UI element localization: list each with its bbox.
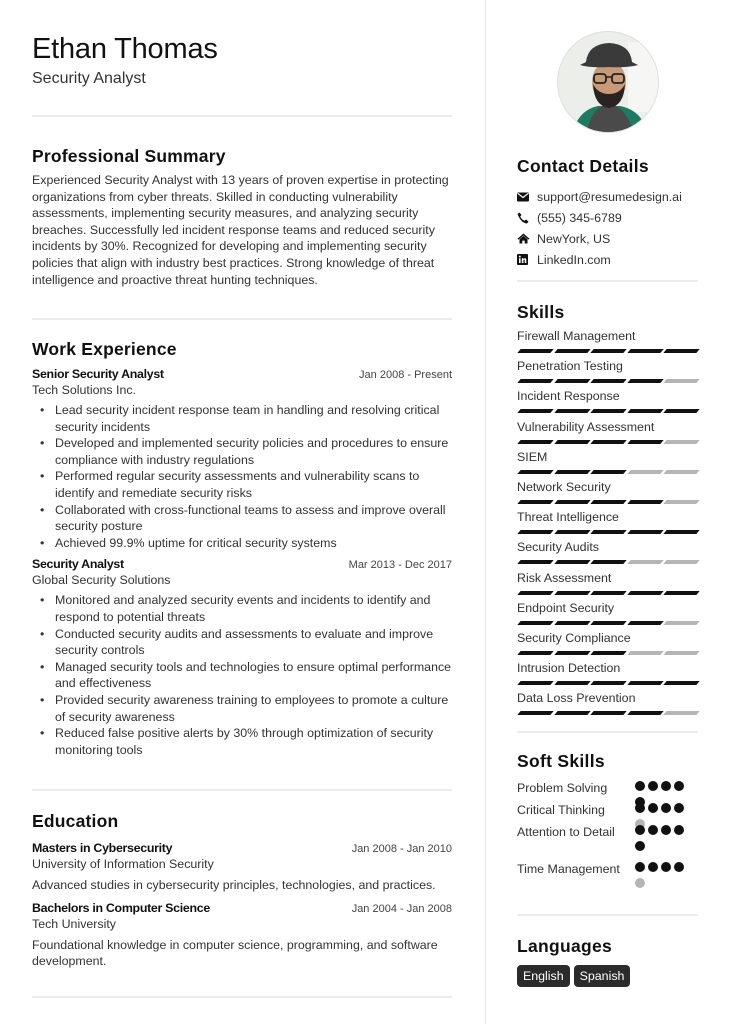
level-segment-empty [664, 711, 700, 715]
rating-dot-filled [674, 781, 684, 791]
level-segment-filled [554, 409, 590, 413]
skill-name: Endpoint Security [517, 600, 615, 615]
soft-skill-name: Attention to Detail [517, 825, 615, 839]
skill-item [517, 329, 698, 359]
bullet-item: • Collaborated with cross-functional teams to assess and improve overall security posture [40, 502, 452, 535]
skill-level-bar [517, 409, 698, 413]
rating-dot-filled [635, 781, 645, 791]
rating-dot-filled [661, 862, 671, 872]
level-segment-filled [554, 681, 590, 685]
level-segment-filled [627, 591, 663, 595]
skill-item [517, 601, 698, 631]
phone-icon [517, 212, 537, 224]
level-segment-filled [517, 440, 553, 444]
main-column [32, 0, 452, 998]
school: Tech University [32, 916, 117, 931]
soft-skill-item [517, 802, 698, 824]
education-entry [32, 840, 452, 894]
school: University of Information Security [32, 857, 214, 871]
level-segment-empty [664, 440, 700, 444]
soft-skill-item [517, 824, 698, 861]
email-text: support@resumedesign.ai [537, 189, 682, 204]
level-segment-filled [591, 621, 627, 625]
skill-item [517, 691, 698, 721]
level-segment-filled [627, 349, 663, 353]
level-segment-empty [664, 560, 700, 564]
skill-level-bar [517, 530, 698, 534]
level-segment-filled [591, 591, 627, 595]
rating-dot-filled [648, 862, 658, 872]
skill-level-bar [517, 349, 698, 353]
skill-name: Security Compliance [517, 630, 631, 645]
section-heading: Work Experience [32, 339, 177, 359]
education-section [32, 791, 452, 998]
level-segment-empty [627, 560, 663, 564]
skill-name: Intrusion Detection [517, 661, 621, 676]
resume-header [32, 0, 452, 117]
level-segment-filled [591, 530, 627, 534]
contact-location [517, 228, 698, 249]
skill-level-bar [517, 500, 698, 504]
level-segment-filled [517, 681, 553, 685]
level-segment-empty [664, 500, 700, 504]
rating-dot-filled [661, 825, 671, 835]
level-segment-filled [591, 349, 627, 353]
level-segment-empty [664, 621, 700, 625]
rating-dot-filled [648, 781, 658, 791]
level-segment-filled [517, 651, 553, 655]
bullet-item: • Developed and implemented security policies and procedures to ensure compliance with industry regulations [40, 435, 452, 468]
skill-level-bar [517, 681, 698, 685]
rating-dot-empty [635, 878, 645, 888]
level-segment-filled [517, 500, 553, 504]
skill-level-bar [517, 440, 698, 444]
level-segment-filled [627, 379, 663, 383]
level-segment-filled [664, 681, 700, 685]
level-segment-filled [517, 349, 553, 353]
level-segment-filled [554, 651, 590, 655]
profile-photo [557, 31, 659, 133]
job-role: Senior Security Analyst [32, 367, 164, 381]
skill-name: SIEM [517, 449, 548, 464]
languages-section [517, 916, 698, 987]
level-segment-filled [627, 621, 663, 625]
level-segment-filled [517, 530, 553, 534]
profile-photo-illustration [558, 32, 659, 133]
level-segment-empty [664, 379, 700, 383]
bullet-item: • Managed security tools and technologies to ensure optimal performance and effectiveness [40, 659, 452, 692]
sidebar [517, 0, 698, 987]
language-chip: Spanish [574, 965, 631, 987]
level-segment-filled [591, 500, 627, 504]
location-text: NewYork, US [537, 231, 611, 246]
level-segment-filled [517, 591, 553, 595]
level-segment-empty [664, 470, 700, 474]
level-segment-filled [627, 409, 663, 413]
level-segment-filled [591, 681, 627, 685]
rating-dot-filled [674, 825, 684, 835]
level-segment-filled [554, 500, 590, 504]
education-description: Advanced studies in cybersecurity principles, technologies, and practices. [32, 878, 436, 892]
level-segment-filled [627, 681, 663, 685]
job-bullets [32, 592, 452, 758]
section-heading: Education [32, 811, 119, 831]
soft-skill-item [517, 861, 698, 883]
rating-dot-filled [674, 862, 684, 872]
level-segment-filled [627, 440, 663, 444]
soft-skill-name: Problem Solving [517, 781, 608, 795]
skill-name: Security Audits [517, 540, 599, 555]
job-role: Security Analyst [32, 557, 124, 572]
soft-skill-name: Critical Thinking [517, 803, 605, 817]
bullet-item: • Reduced false positive alerts by 30% through optimization of security monitoring tools [40, 725, 452, 758]
level-segment-filled [627, 711, 663, 715]
bullet-item: • Monitored and analyzed security events and incidents to identify and respond to potential threats [40, 592, 452, 625]
bullet-item: • Lead security incident response team in handling and resolving critical security incidents [40, 402, 452, 435]
work-experience-section [32, 320, 452, 791]
section-heading: Soft Skills [517, 751, 605, 771]
soft-skill-rating [635, 824, 695, 846]
job-entry [32, 366, 452, 551]
linkedin-text: LinkedIn.com [537, 252, 611, 267]
section-heading: Professional Summary [32, 146, 226, 166]
skill-item [517, 571, 698, 601]
job-company: Global Security Solutions [32, 573, 171, 588]
level-segment-empty [627, 470, 663, 474]
job-company: Tech Solutions Inc. [32, 383, 137, 397]
rating-dot-filled [635, 803, 645, 813]
phone-text: (555) 345-6789 [537, 210, 622, 225]
rating-dot-filled [674, 803, 684, 813]
skill-level-bar [517, 379, 698, 383]
soft-skill-item [517, 780, 698, 802]
skill-name: Risk Assessment [517, 570, 612, 585]
rating-dot-filled [635, 862, 645, 872]
level-segment-filled [517, 711, 553, 715]
skill-item [517, 389, 698, 419]
level-segment-filled [591, 379, 627, 383]
bullet-item: • Provided security awareness training to employees to promote a culture of security awareness [40, 692, 452, 725]
soft-skills-section [517, 733, 698, 916]
skill-level-bar [517, 560, 698, 564]
education-description: Foundational knowledge in computer science, programming, and software development. [32, 937, 438, 969]
skill-name: Data Loss Prevention [517, 691, 636, 706]
skill-level-bar [517, 711, 698, 715]
section-heading: Contact Details [517, 156, 649, 176]
level-segment-filled [517, 621, 553, 625]
level-segment-filled [664, 530, 700, 534]
contact-phone[interactable] [517, 207, 698, 228]
level-segment-filled [591, 470, 627, 474]
skill-name: Threat Intelligence [517, 510, 619, 525]
job-bullets [32, 402, 452, 551]
education-dates: Jan 2008 - Jan 2010 [351, 843, 452, 855]
home-icon [517, 233, 537, 244]
level-segment-filled [554, 349, 590, 353]
skill-item [517, 540, 698, 570]
skill-item [517, 510, 698, 540]
section-heading: Languages [517, 936, 613, 956]
level-segment-filled [554, 591, 590, 595]
rating-dot-filled [661, 803, 671, 813]
contact-linkedin[interactable] [517, 249, 698, 270]
skill-name: Network Security [517, 479, 611, 494]
skill-level-bar [517, 651, 698, 655]
level-segment-filled [591, 409, 627, 413]
skill-item [517, 359, 698, 389]
job-entry [32, 556, 452, 758]
level-segment-filled [627, 500, 663, 504]
job-dates: Jan 2008 - Present [359, 369, 452, 381]
level-segment-filled [517, 379, 553, 383]
skill-level-bar [517, 621, 698, 625]
level-segment-filled [591, 711, 627, 715]
skill-name: Penetration Testing [517, 359, 623, 374]
level-segment-filled [664, 409, 700, 413]
column-divider [485, 0, 486, 1024]
education-entry [32, 900, 452, 970]
skills-list [517, 329, 698, 721]
level-segment-filled [627, 530, 663, 534]
skill-item [517, 450, 698, 480]
degree: Bachelors in Computer Science [32, 900, 210, 915]
candidate-title: Security Analyst [32, 70, 146, 87]
soft-skill-rating [635, 802, 695, 824]
bullet-item: • Performed regular security assessments and vulnerability scans to identify and remediate security risks [40, 468, 452, 501]
skills-section [517, 282, 698, 733]
level-segment-filled [591, 440, 627, 444]
skill-item [517, 480, 698, 510]
soft-skill-rating [635, 780, 695, 802]
skill-level-bar [517, 591, 698, 595]
level-segment-filled [554, 560, 590, 564]
level-segment-filled [591, 560, 627, 564]
skill-name: Incident Response [517, 389, 620, 404]
contact-details-section [517, 145, 698, 282]
photo-container [517, 0, 698, 145]
degree: Masters in Cybersecurity [32, 841, 173, 855]
rating-dot-filled [635, 841, 645, 851]
level-segment-filled [554, 440, 590, 444]
job-dates: Mar 2013 - Dec 2017 [348, 559, 452, 572]
level-segment-empty [664, 651, 700, 655]
level-segment-filled [517, 560, 553, 564]
soft-skills-list [517, 780, 698, 883]
level-segment-filled [517, 470, 553, 474]
level-segment-filled [664, 591, 700, 595]
soft-skill-rating [635, 861, 695, 883]
skill-level-bar [517, 470, 698, 474]
bullet-item: • Conducted security audits and assessments to evaluate and improve security controls [40, 626, 452, 659]
level-segment-filled [664, 349, 700, 353]
bullet-item: • Achieved 99.9% uptime for critical security systems [40, 535, 452, 552]
level-segment-filled [554, 621, 590, 625]
rating-dot-filled [648, 825, 658, 835]
level-segment-filled [554, 470, 590, 474]
skill-name: Vulnerability Assessment [517, 419, 655, 434]
envelope-icon [517, 192, 537, 202]
language-chips [517, 965, 698, 987]
skill-item [517, 420, 698, 450]
contact-email[interactable] [517, 186, 698, 207]
rating-dot-filled [661, 781, 671, 791]
candidate-name: Ethan Thomas [32, 33, 218, 65]
summary-text: Experienced Security Analyst with 13 years of proven expertise in protecting organizations from cyber threats. Skilled in conducting vulnerability assessments, implementing security measures, and analyzing security breaches. Successfully led incident response teams and reduced security incidents by 30%. Recognized for developing and implementing security policies that align with industry best practices. Strong knowledge of threat intelligence and proactive threat hunting techniques. [32, 173, 449, 287]
level-segment-empty [627, 651, 663, 655]
linkedin-icon [517, 254, 537, 265]
rating-dot-filled [648, 803, 658, 813]
level-segment-filled [554, 379, 590, 383]
skill-item [517, 631, 698, 661]
level-segment-filled [517, 409, 553, 413]
rating-dot-filled [635, 825, 645, 835]
skill-name: Firewall Management [517, 329, 636, 343]
section-heading: Skills [517, 302, 565, 322]
language-chip: English [517, 965, 570, 987]
professional-summary-section [32, 117, 452, 320]
level-segment-filled [554, 530, 590, 534]
level-segment-filled [591, 651, 627, 655]
skill-item [517, 661, 698, 691]
education-dates: Jan 2004 - Jan 2008 [351, 902, 452, 915]
soft-skill-name: Time Management [517, 862, 620, 876]
level-segment-filled [554, 711, 590, 715]
